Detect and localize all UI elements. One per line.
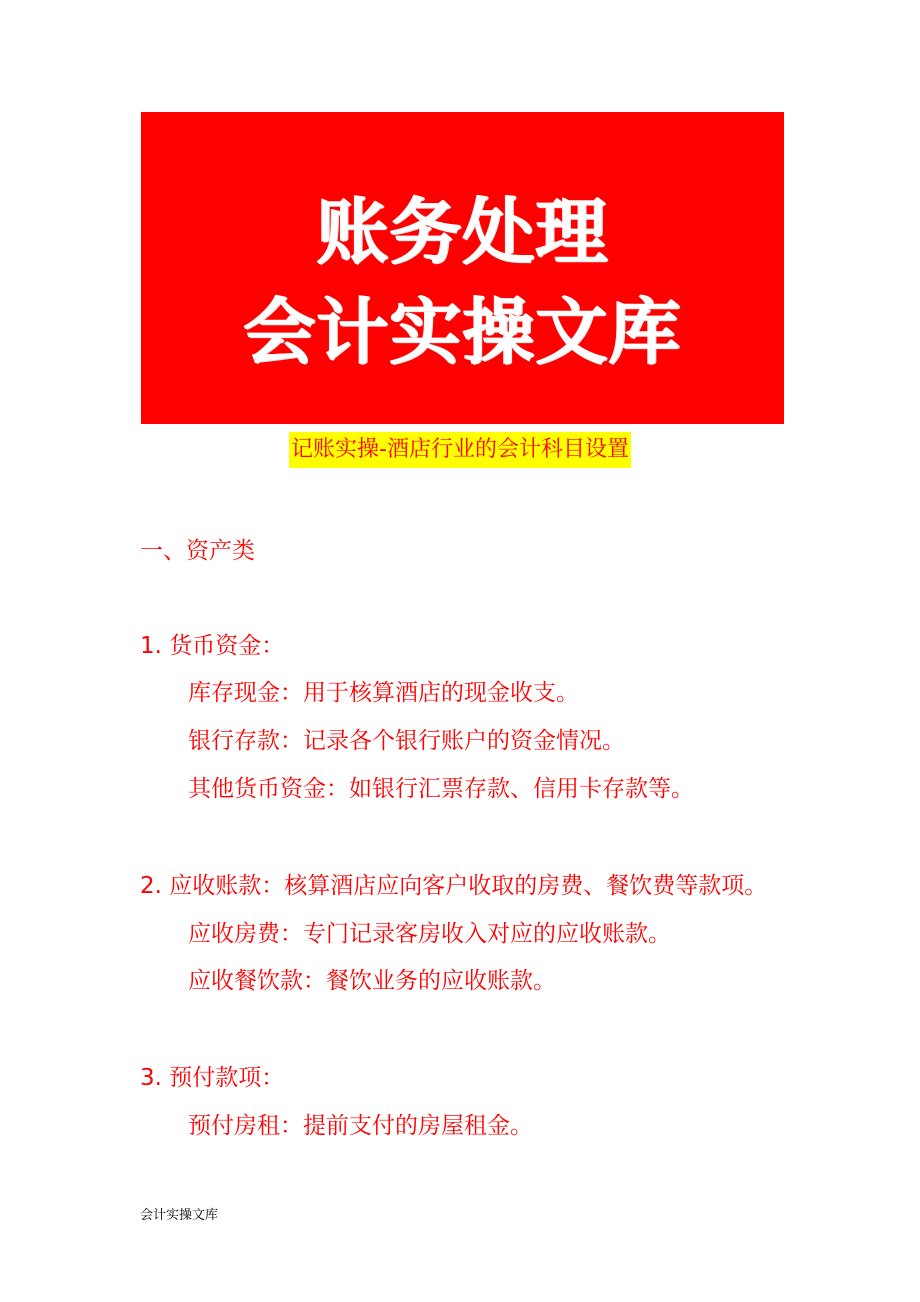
item-bank-deposits: 银行存款：记录各个银行账户的资金情况。 xyxy=(188,728,625,754)
page-footer: 会计实操文库 xyxy=(140,1208,219,1223)
item-room-receivable: 应收房费：专门记录客房收入对应的应收账款。 xyxy=(188,921,671,947)
item-heading-monetary-funds: 1. 货币资金： xyxy=(140,633,285,659)
title-banner xyxy=(141,112,784,424)
item-heading-accounts-receivable: 2. 应收账款：核算酒店应向客户收取的房费、餐饮费等款项。 xyxy=(140,873,768,899)
item-other-monetary-funds: 其他货币资金：如银行汇票存款、信用卡存款等。 xyxy=(188,776,694,802)
subtitle-container xyxy=(0,432,920,468)
item-cash-on-hand: 库存现金：用于核算酒店的现金收支。 xyxy=(188,680,579,706)
item-catering-receivable: 应收餐饮款：餐饮业务的应收账款。 xyxy=(188,968,556,994)
banner-title-line-1: 账务处理 xyxy=(316,190,609,274)
item-heading-prepayments: 3. 预付款项： xyxy=(140,1065,285,1091)
banner-title-line-2: 会计实操文库 xyxy=(243,290,682,374)
item-prepaid-rent: 预付房租：提前支付的房屋租金。 xyxy=(188,1113,533,1139)
section-heading-assets: 一、资产类 xyxy=(140,538,255,564)
document-subtitle: 记账实操-酒店行业的会计科目设置 xyxy=(289,432,631,468)
